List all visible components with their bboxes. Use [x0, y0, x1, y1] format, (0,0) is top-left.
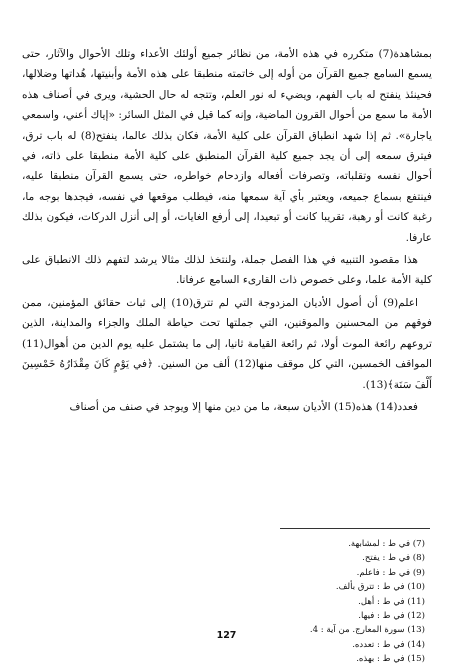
main-text — [22, 44, 432, 417]
footnote-7: (7) في ط : لمشابهة. — [348, 539, 425, 549]
footnote-10: (10) في ط : تترق بألف. — [335, 582, 425, 593]
paragraph: اعلم(9) أن أصول الأديان المزدوجة التي لم تترق(10) إلى ثبات حقائق المؤمنين، ممن فوقهم من المحسنين والموقنين، التي جملتها تحت حياطة الملك والجزاء والمداينة، الذين تروعهم رائعة الموت أولا، ثم رائعة القيامة ثانيا، إلى ما يشتمل عليه يوم الدين من أهوال(11) المواقف الخمسين، التي كل موقف منها(12) ألف من السنين. ﴿في يَوْمٍ كَانَ مِقْدَارُهُ خَمْسِينَ أَلْفَ سَنَة﴾(13). — [22, 296, 432, 391]
paragraph: فعدد(14) هذه(15) الأديان سبعة، ما من دين منها إلا ويوجد في صنف من أصناف — [69, 400, 418, 413]
footnote-15: (15) في ط : بهذه. — [356, 654, 425, 665]
footnote-14: (14) في ط : تعدده. — [352, 639, 425, 650]
footnote-divider — [280, 528, 430, 529]
page-number: 127 — [216, 630, 237, 641]
footnote-8: (8) في ط : يفتح. — [362, 553, 425, 564]
footnote-13: (13) سورة المعارج. من آية : 4. — [309, 625, 425, 636]
footnote-12: (12) في ط : فيها. — [358, 611, 425, 622]
footnote-9: (9) في ط : فاعلم. — [356, 567, 425, 578]
footnotes — [125, 537, 425, 667]
paragraph: بمشاهدة(7) متكرره في هذه الأمة، من نظائر جميع أولئك الأعداء وتلك الأحوال والآثار، حتى يسمع السامع جميع القرآن من أوله إلى خاتمته منطبقا على هذه الأمة وأبنيتها، هُداتها وضلالها، فحينئذ ينفتح له باب الفهم، ويضيء له نور العلم، وتتجه له حال الحشية، ويرى في أصناف هذه الأمة ما سمع من أحوال القرون الماضية، وإنه كما قيل في المثل السائر: «إياك أعني، واسمعي ياجارة». ثم إذا شهد انطباق القرآن على كلية الأمة، فكان بذلك عالما، ينفتح(8) له باب ترق، فيترق سمعه إلى أن يجد جميع كلية القرآن المنطبق على كلية الأمة منطبقا على ذاته، في أحوال نفسه وتقلباته، وتصرفات أفعاله وازدحام خواطره، حتى يسمع القرآن منطبقا عليه، فينتفع بسماع جميعه، ويعتبر بأي آية سمعها منه، فيطلب موقعها في نفسه، فيجدها بوجه ما، رغبة كانت أو رهبة، تقريبا كانت أو تبعيدا، إلى أرفع الغايات، أو إلى أنزل الدركات، فيكون بذلك عارفا. — [22, 48, 432, 244]
footnote-11: (11) في ط : أهل. — [358, 596, 425, 607]
paragraph: هذا مقصود التنبيه في هذا الفصل جملة، ولنتخذ لذلك مثالا يرشد لتفهم ذلك الانطباق على كلية الأمة علما، وعلى خصوص ذات القارىء السامع عرفانا. — [22, 254, 432, 287]
